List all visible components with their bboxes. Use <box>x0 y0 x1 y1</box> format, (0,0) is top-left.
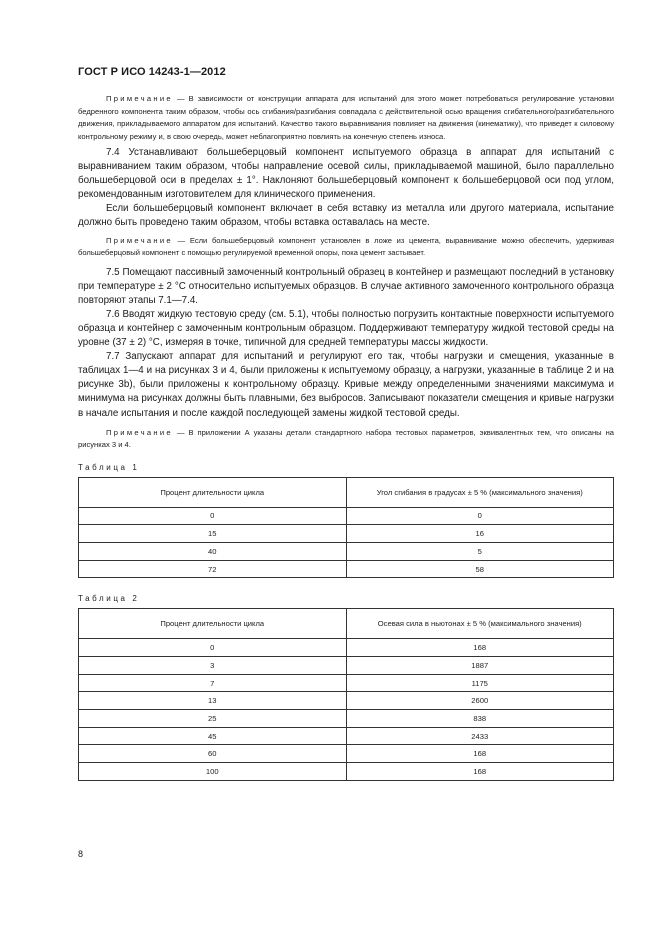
table-row <box>79 507 614 525</box>
note-label: Примечание <box>106 94 173 103</box>
paragraph-7-4: 7.4 Устанавливают большеберцовый компонент испытуемого образца в аппарат для испытаний с выравниванием таким образом, чтобы направление осевой силы, прикладываемой машиной, было параллельно большеберцовой оси в пределах ± 1°. Наклоняют большеберцовый компонент к большеберцовой оси под углом, рекомендованным изготовителем для клинического применения. <box>78 147 614 201</box>
table-cell: 0 <box>79 507 347 525</box>
table-cell: 2600 <box>346 692 614 710</box>
table-cell: 7 <box>79 674 347 692</box>
table-cell: 5 <box>346 542 614 560</box>
column-header: Осевая сила в ньютонах ± 5 % (максимального значения) <box>346 609 614 639</box>
note-1 <box>78 93 614 143</box>
paragraph-7-6: 7.6 Вводят жидкую тестовую среду (см. 5.1), чтобы полностью погрузить контактные поверхности испытуемого образца и контейнер с замоченным контрольным образцом. Поддерживают температуру жидкой тестовой среды на уровне (37 ± 2) °С, измеряя в точке, типичной для средней температуры массы жидкости. <box>78 308 614 349</box>
table-row <box>79 639 614 657</box>
table-2-caption: Таблица 2 <box>78 594 140 604</box>
table-row <box>79 674 614 692</box>
table-header-row <box>79 609 614 639</box>
note-text: — Если большеберцовый компонент установлен в ложе из цемента, выравнивание можно обеспечить, удерживая большеберцовый компонент с помощью регулируемой временной опоры, пока цемент застывает. <box>78 235 614 258</box>
table-cell: 15 <box>79 525 347 543</box>
table-cell: 72 <box>79 560 347 578</box>
table-cell: 1175 <box>346 674 614 692</box>
table-cell: 16 <box>346 525 614 543</box>
table-cell: 168 <box>346 745 614 763</box>
column-header: Угол сгибания в градусах ± 5 % (максимального значения) <box>346 477 614 507</box>
page-number: 8 <box>78 849 84 859</box>
paragraph-insert: Если большеберцовый компонент включает в себя вставку из металла или другого материала, испытание должно быть проведено таким образом, чтобы вставка оставалась на месте. <box>78 203 614 229</box>
table-cell: 58 <box>346 560 614 578</box>
table-cell: 0 <box>79 639 347 657</box>
table-row <box>79 560 614 578</box>
table-cell: 0 <box>346 507 614 525</box>
column-header: Процент длительности цикла <box>79 609 347 639</box>
table-cell: 838 <box>346 710 614 728</box>
paragraph-7-7: 7.7 Запускают аппарат для испытаний и регулируют его так, чтобы нагрузки и смещения, указанные в таблицах 1—4 и на рисунках 3 и 4, были приложены к испытуемому образцу, а нагрузки, указанные в таблице 2 и на рисунке 3b), были приложены к контрольному образцу. Кривые между определенными значениями максимума и минимума на рисунках должны быть плавными, без выбросов. Записывают показатели смещения и кривые нагрузки в начале испытания и после каждой последующей замены жидкой тестовой среды. <box>78 351 614 419</box>
table-row <box>79 525 614 543</box>
document-header: ГОСТ Р ИСО 14243-1—2012 <box>78 66 226 78</box>
table-row <box>79 710 614 728</box>
note-2 <box>78 235 614 260</box>
table-cell: 1887 <box>346 657 614 675</box>
paragraph-7-5: 7.5 Помещают пассивный замоченный контрольный образец в контейнер и размещают последний в установку при температуре ± 2 °С относительно испытуемых образцов. В случае активного замоченного контрольного образца повторяют этапы 7.1—7.4. <box>78 266 614 306</box>
table-row <box>79 692 614 710</box>
note-3 <box>78 427 614 452</box>
table-2 <box>78 608 614 781</box>
table-header-row <box>79 477 614 507</box>
table-row <box>79 542 614 560</box>
note-label: Примечание <box>106 427 173 437</box>
note-text: — В зависимости от конструкции аппарата для испытаний для этого может потребоваться регулирование установки бедренного компонента таким образом, чтобы ось сгибания/разгибания совпадала с действительной осью вращения сгибательного/разгибательного движения, прикладываемого аппаратом для испытаний. Качество такого выравнивания повлияет на движения (кинематику), что приведет к силовому контрольному режиму и, в свою очередь, может неблагоприятно повлиять на конечную степень износа. <box>78 94 614 141</box>
table-cell: 25 <box>79 710 347 728</box>
table-row <box>79 727 614 745</box>
table-cell: 100 <box>79 763 347 781</box>
table-row <box>79 657 614 675</box>
table-cell: 45 <box>79 727 347 745</box>
column-header: Процент длительности цикла <box>79 477 347 507</box>
note-label: Примечание <box>106 235 173 245</box>
table-cell: 40 <box>79 542 347 560</box>
table-cell: 168 <box>346 639 614 657</box>
table-cell: 60 <box>79 745 347 763</box>
table-row <box>79 745 614 763</box>
page-content <box>78 93 614 781</box>
table-1-caption: Таблица 1 <box>78 462 140 472</box>
table-cell: 13 <box>79 692 347 710</box>
table-cell: 2433 <box>346 727 614 745</box>
table-cell: 3 <box>79 657 347 675</box>
table-cell: 168 <box>346 763 614 781</box>
note-text: — В приложении А указаны детали стандартного набора тестовых параметров, эквивалентных тем, что описаны на рисунках 3 и 4. <box>78 427 614 450</box>
table-row <box>79 763 614 781</box>
table-1 <box>78 477 614 579</box>
